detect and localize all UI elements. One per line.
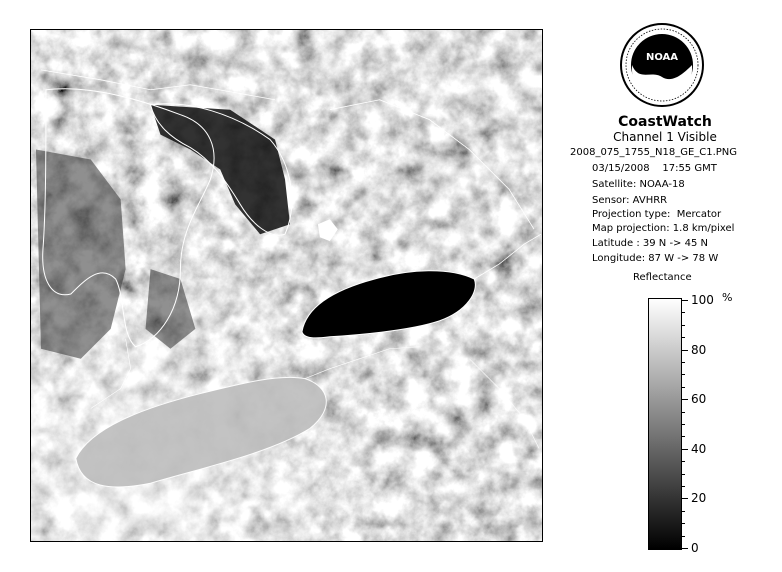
colorbar-minor-tick: [682, 511, 685, 512]
reflectance-colorbar: [648, 298, 682, 550]
colorbar-minor-tick: [682, 474, 685, 475]
colorbar-minor-tick: [682, 312, 685, 313]
colorbar-tick-label: 100: [691, 293, 714, 307]
colorbar-unit: %: [722, 291, 733, 304]
colorbar-major-tick: [682, 548, 688, 549]
map-projection-text: Map projection: 1.8 km/pixel: [592, 223, 735, 234]
sensor-text: Sensor: AVHRR: [592, 195, 668, 206]
colorbar-minor-tick: [682, 412, 685, 413]
channel-subtitle: Channel 1 Visible: [613, 130, 717, 144]
colorbar-tick-label: 40: [691, 441, 707, 456]
colorbar-minor-tick: [682, 461, 685, 462]
colorbar-minor-tick: [682, 374, 685, 375]
colorbar-minor-tick: [682, 523, 685, 524]
colorbar-tick-label: 60: [691, 392, 707, 407]
latitude-text: Latitude : 39 N -> 45 N: [592, 238, 708, 249]
colorbar-minor-tick: [682, 424, 685, 425]
longitude-text: Longitude: 87 W -> 78 W: [592, 253, 719, 264]
colorbar-minor-tick: [682, 337, 685, 338]
satellite-image: [30, 29, 543, 542]
noaa-logo-icon: [619, 22, 705, 108]
colorbar-title: Reflectance: [633, 272, 692, 283]
noaa-logo: [619, 22, 705, 108]
colorbar-minor-tick: [682, 387, 685, 388]
colorbar-major-tick: [682, 498, 688, 499]
colorbar-tick-label: 20: [691, 491, 707, 506]
datetime-text: 03/15/2008 17:55 GMT: [592, 163, 717, 174]
noaa-logo-text: NOAA: [645, 52, 679, 63]
colorbar-major-tick: [682, 300, 688, 301]
colorbar-minor-tick: [682, 325, 685, 326]
satellite-text: Satellite: NOAA-18: [592, 179, 685, 190]
colorbar-minor-tick: [682, 536, 685, 537]
projection-type-text: Projection type: Mercator: [592, 209, 722, 220]
filename-text: 2008_075_1755_N18_GE_C1.PNG: [570, 147, 738, 158]
satellite-map-svg: [31, 30, 542, 541]
colorbar-minor-tick: [682, 436, 685, 437]
colorbar-major-tick: [682, 449, 688, 450]
colorbar-minor-tick: [682, 486, 685, 487]
colorbar-tick-label: 80: [691, 342, 707, 357]
colorbar-tick-label: 0: [691, 541, 699, 555]
app-title: CoastWatch: [618, 114, 712, 130]
colorbar-major-tick: [682, 350, 688, 351]
colorbar-major-tick: [682, 399, 688, 400]
colorbar-minor-tick: [682, 362, 685, 363]
